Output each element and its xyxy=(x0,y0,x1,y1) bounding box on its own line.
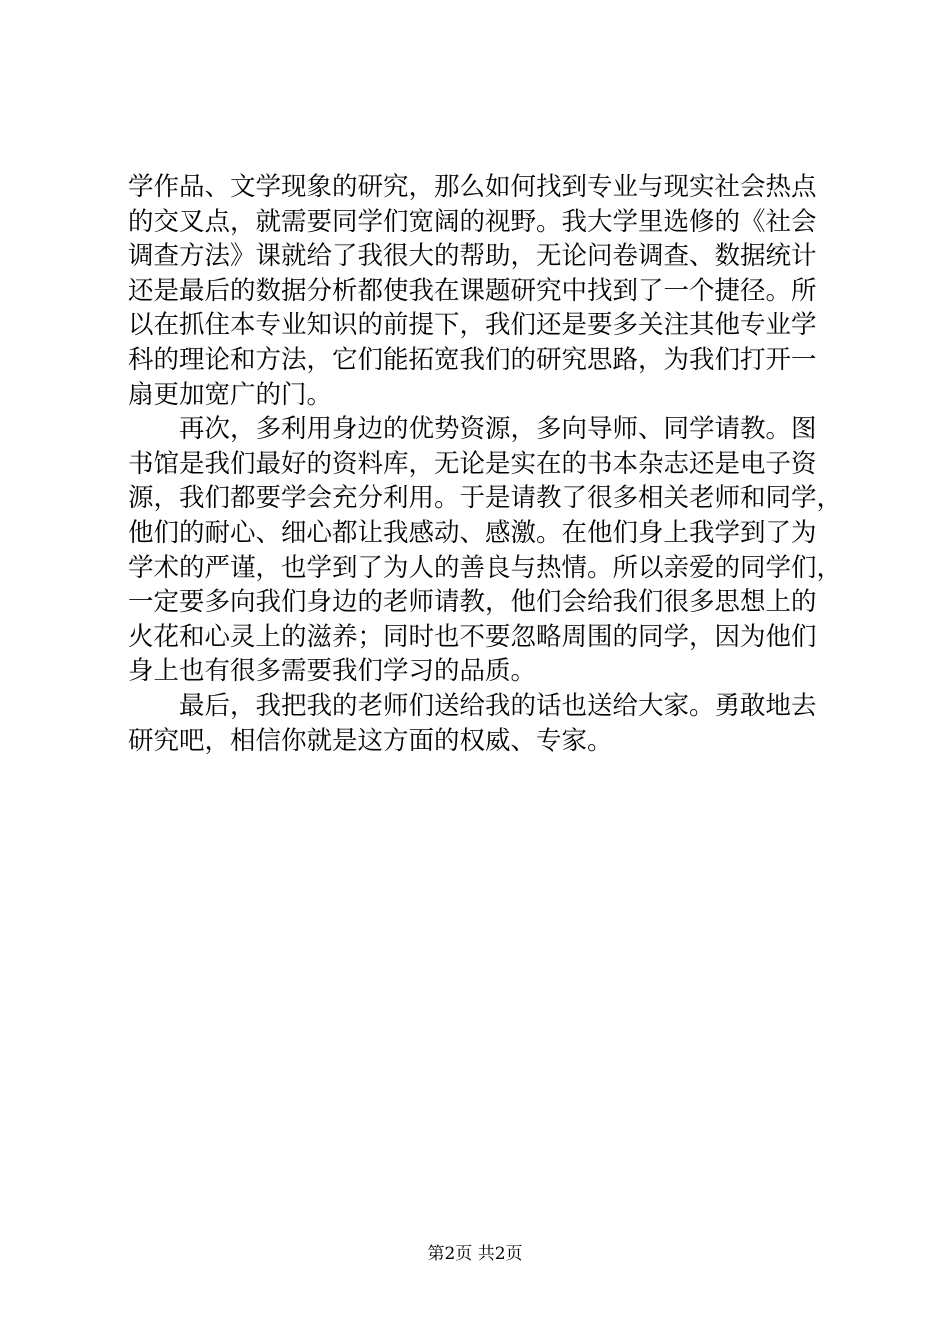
text-line: 一定要多向我们身边的老师请教，他们会给我们很多思想上的 xyxy=(128,587,817,618)
text-line: 书馆是我们最好的资料库，无论是实在的书本杂志还是电子资 xyxy=(128,448,817,479)
text-line: 源，我们都要学会充分利用。于是请教了很多相关老师和同学， xyxy=(128,483,843,514)
text-line: 还是最后的数据分析都使我在课题研究中找到了一个捷径。所 xyxy=(128,275,817,306)
text-line: 他们的耐心、细心都让我感动、感激。在他们身上我学到了为 xyxy=(128,517,817,548)
text-line: 身上也有很多需要我们学习的品质。 xyxy=(128,656,537,687)
text-line: 最后，我把我的老师们送给我的话也送给大家。勇敢地去 xyxy=(128,690,817,721)
text-line: 科的理论和方法，它们能拓宽我们的研究思路，为我们打开一 xyxy=(128,344,817,375)
body-text xyxy=(128,170,843,758)
text-line: 研究吧，相信你就是这方面的权威、专家。 xyxy=(128,725,613,756)
text-line: 火花和心灵上的滋养；同时也不要忽略周围的同学，因为他们 xyxy=(128,621,817,652)
page-footer: 第2页 共2页 xyxy=(427,1244,523,1264)
text-line: 学作品、文学现象的研究，那么如何找到专业与现实社会热点 xyxy=(128,172,817,202)
text-line: 的交叉点，就需要同学们宽阔的视野。我大学里选修的《社会 xyxy=(128,206,817,237)
text-line: 学术的严谨，也学到了为人的善良与热情。所以亲爱的同学们， xyxy=(128,552,843,583)
text-line: 扇更加宽广的门。 xyxy=(128,379,333,410)
text-line: 再次，多利用身边的优势资源，多向导师、同学请教。图 xyxy=(128,414,817,445)
text-line: 以在抓住本专业知识的前提下，我们还是要多关注其他专业学 xyxy=(128,310,817,341)
text-line: 调查方法》课就给了我很大的帮助，无论问卷调查、数据统计 xyxy=(128,241,817,272)
